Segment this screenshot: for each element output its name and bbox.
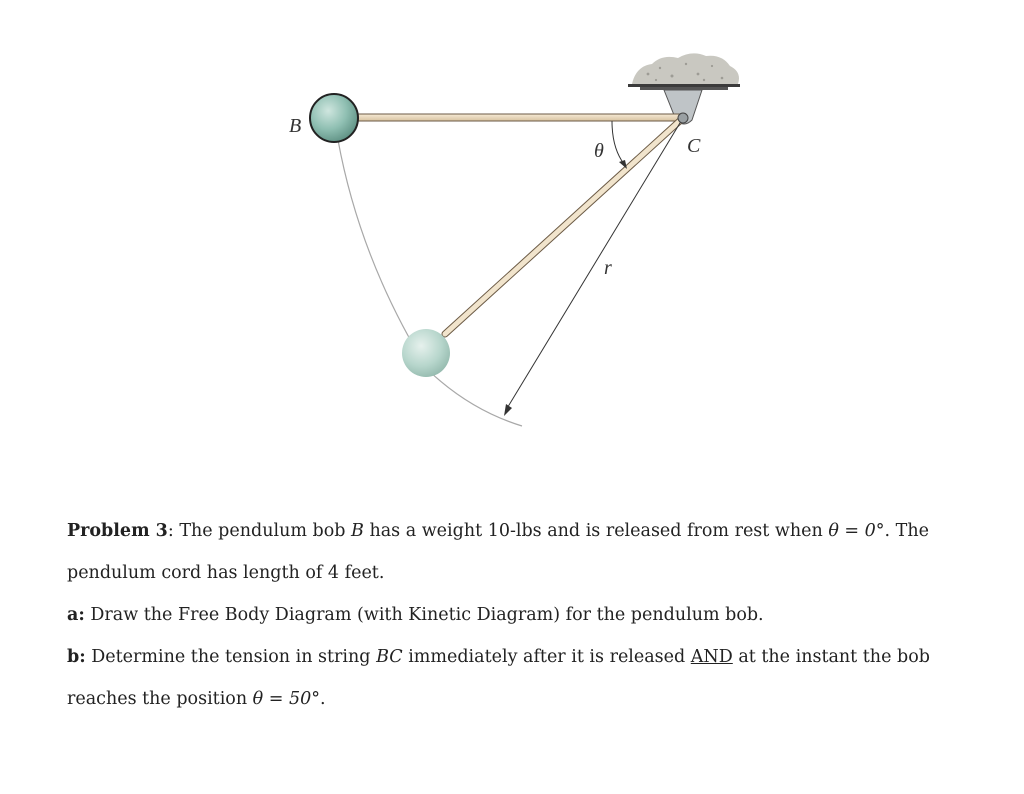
part-b: b: Determine the tension in string BC immediately after it is released AND at the instant the bob xyxy=(67,647,930,667)
problem-line-1: Problem 3: The pendulum bob B has a weight 10-lbs and is released from rest when θ = 0°. The xyxy=(67,521,929,541)
label-c: C xyxy=(687,135,701,157)
radius-arrow xyxy=(504,118,683,416)
label-r: r xyxy=(604,257,612,279)
bob-swung xyxy=(402,329,450,377)
horizontal-rod xyxy=(356,114,683,121)
part-a: a: Draw the Free Body Diagram (with Kinetic Diagram) for the pendulum bob. xyxy=(67,605,764,625)
label-theta: θ xyxy=(594,140,604,162)
swung-rod xyxy=(445,118,683,334)
theta-arc xyxy=(612,121,627,169)
problem-line-2: pendulum cord has length of 4 feet. xyxy=(67,563,385,583)
part-a-label: a: xyxy=(67,605,85,625)
swing-arc xyxy=(338,140,522,426)
bob-b xyxy=(310,94,358,142)
problem-title: Problem 3 xyxy=(67,521,168,541)
part-b-line-2: reaches the position θ = 50°. xyxy=(67,689,326,709)
pivot-pin xyxy=(678,113,688,123)
label-b: B xyxy=(289,115,302,137)
part-b-label: b: xyxy=(67,647,86,667)
